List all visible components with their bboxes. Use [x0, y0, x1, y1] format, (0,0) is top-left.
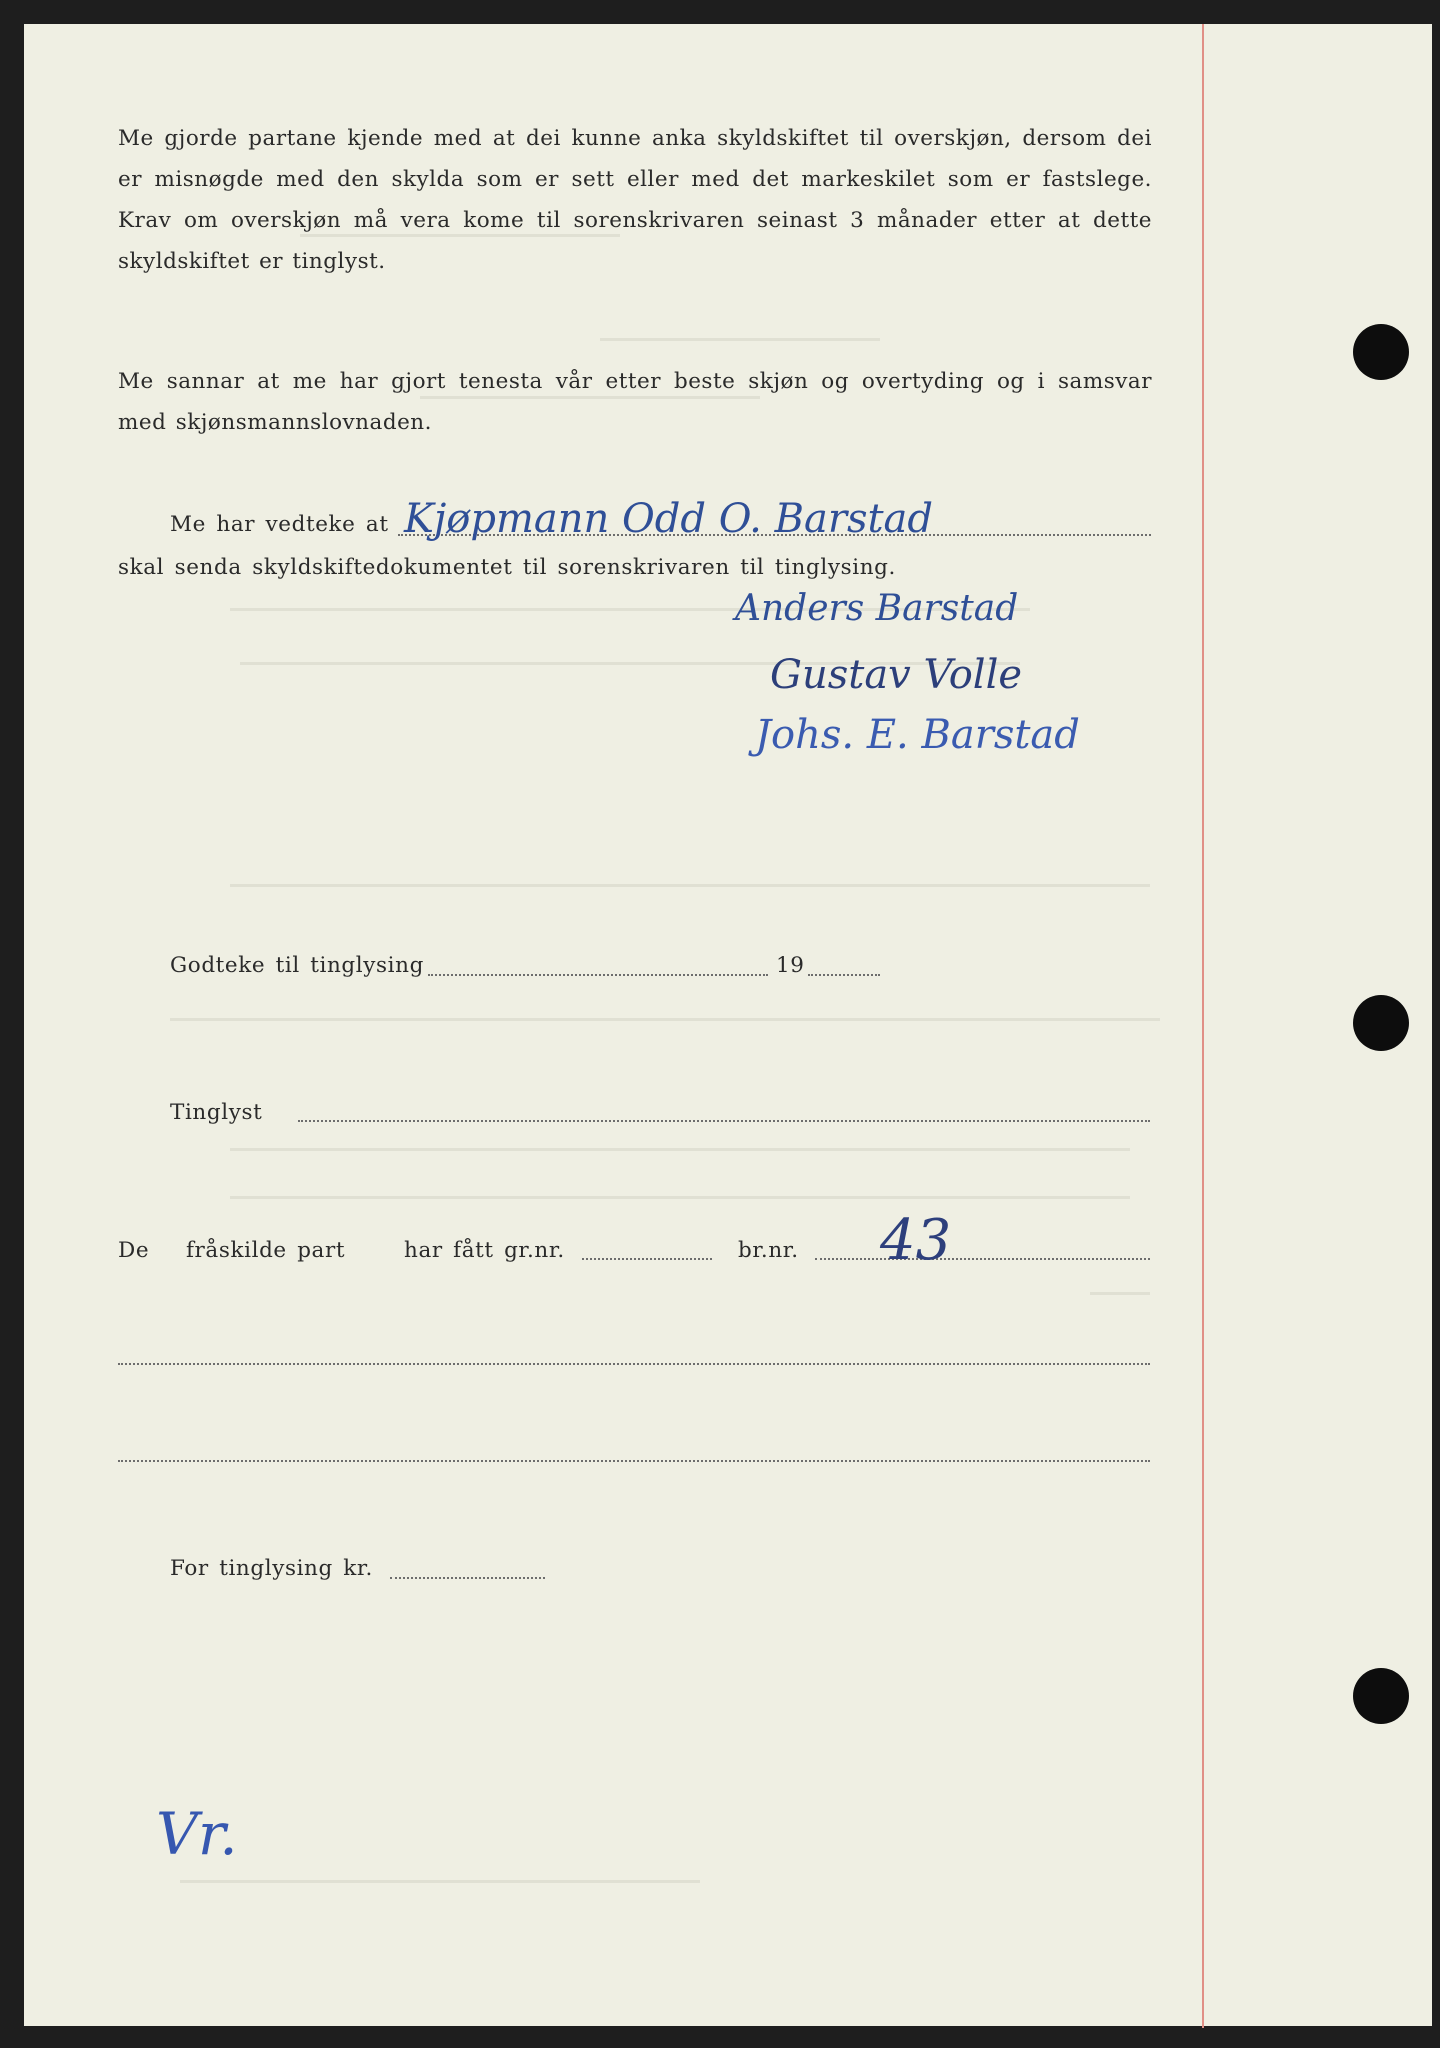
- year-prefix: 19: [776, 953, 805, 978]
- brnr-label: br.nr.: [738, 1238, 799, 1263]
- for-tinglysing-label: For tinglysing kr.: [170, 1556, 373, 1581]
- bleed-through: [230, 1148, 1130, 1151]
- signature-1: Anders Barstad: [735, 588, 1019, 629]
- senda-label: skal senda skyldskiftedokumentet til sorenskrivaren til tinglysing.: [118, 555, 896, 580]
- bleed-through: [230, 884, 1150, 887]
- tinglyst-label: Tinglyst: [170, 1100, 263, 1125]
- blank-dotted-line-2: [118, 1460, 1150, 1462]
- grnr-dotted-line: [582, 1258, 712, 1260]
- brnr-dotted-line: [815, 1258, 1150, 1260]
- bleed-through: [600, 338, 880, 341]
- signature-3: Johs. E. Barstad: [755, 712, 1080, 758]
- brnr-handwritten-value: 43: [880, 1208, 952, 1273]
- bleed-through: [180, 1880, 700, 1883]
- scan-border-right: [1432, 0, 1440, 2048]
- bleed-through: [170, 1018, 1160, 1021]
- punch-hole-top: [1353, 324, 1409, 380]
- scan-border-left: [0, 0, 24, 2048]
- de-label: De: [118, 1238, 150, 1263]
- har-fatt-label: har fått gr.nr.: [404, 1238, 565, 1263]
- handwritten-margin-mark: Vr.: [156, 1800, 238, 1868]
- red-margin-rule: [1202, 24, 1204, 2028]
- vedteke-handwritten-name: Kjøpmann Odd O. Barstad: [404, 496, 934, 542]
- paragraph-skjonsmannslovnaden: Me sannar at me har gjort tenesta vår etter beste skjøn og overtyding og i samsvar med skjønsmannslovnaden.: [118, 369, 1152, 435]
- signature-2: Gustav Volle: [770, 652, 1023, 698]
- blank-dotted-line-1: [118, 1363, 1150, 1365]
- punch-hole-bottom: [1353, 1668, 1409, 1724]
- godteke-label: Godteke til tinglysing: [170, 953, 424, 978]
- bleed-through: [1090, 1292, 1150, 1295]
- year-dotted-line: [808, 974, 880, 976]
- scan-border-top: [0, 0, 1440, 24]
- vedteke-label: Me har vedteke at: [170, 512, 389, 537]
- kr-dotted-line: [390, 1577, 545, 1579]
- paragraph-overskjon: Me gjorde partane kjende med at dei kunne anka skyldskiftet til overskjøn, dersom dei er misnøgde med den skylda som er sett eller med det markeskilet som er fastslege. Krav om overskjøn må vera kome til sorenskrivaren seinast 3 månader etter at dette skyldskiftet er tinglyst.: [118, 126, 1152, 274]
- tinglyst-dotted-line: [298, 1120, 1150, 1122]
- fraskilde-label: fråskilde part: [186, 1238, 346, 1263]
- godteke-dotted-line: [428, 974, 768, 976]
- bleed-through: [230, 1196, 1130, 1199]
- scan-border-bottom: [0, 2026, 1440, 2048]
- punch-hole-middle: [1353, 995, 1409, 1051]
